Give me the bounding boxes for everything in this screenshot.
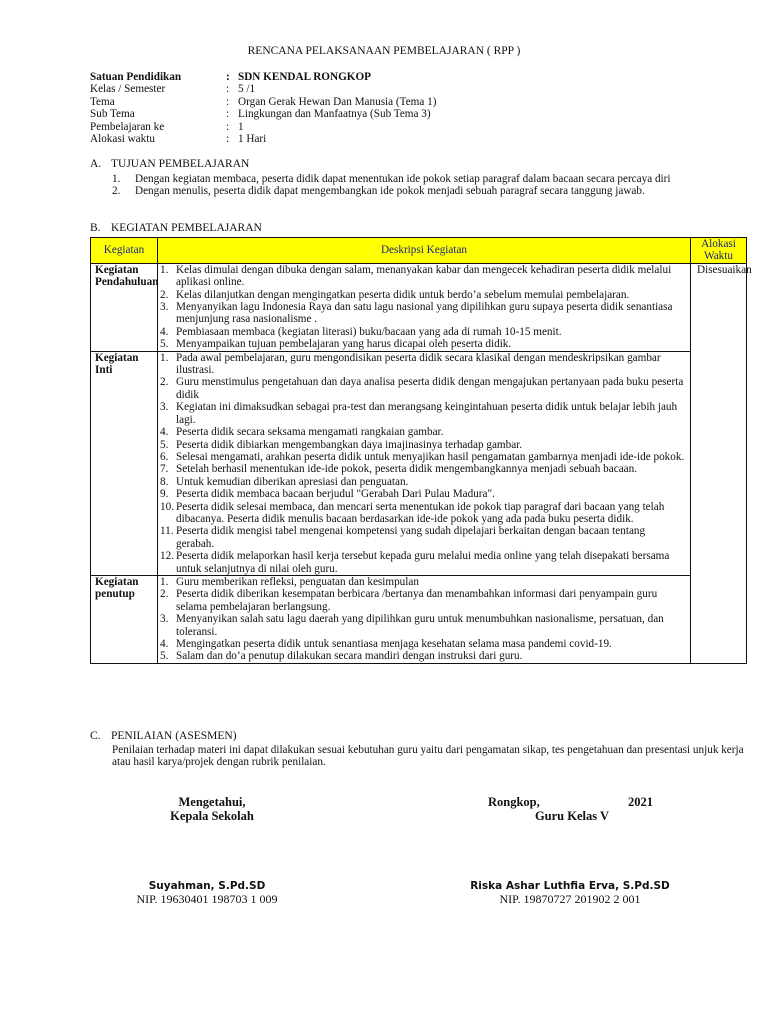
step-number: 1.	[160, 351, 169, 364]
step-number: 2.	[160, 376, 169, 389]
identity-row	[90, 71, 436, 83]
step-number: 9.	[160, 488, 169, 501]
alokasi-value: Disesuaikan	[691, 263, 747, 663]
step-number: 4.	[160, 638, 169, 650]
activity-description	[158, 575, 691, 663]
step-number: 5.	[160, 438, 169, 451]
identity-separator: :	[226, 83, 230, 96]
step-text: Menyanyikan lagu Indonesia Raya dan satu lagu nasional yang dipilihkan guru supaya peserta didik senantiasa menjunjung rasa nasionalisme .	[176, 301, 673, 326]
identity-label: Kelas / Semester	[90, 83, 166, 96]
section-c-heading	[90, 730, 237, 742]
identity-table	[90, 71, 436, 145]
step-text: Setelah berhasil menentukan ide-ide pokok, peserta didik mengembangkannya menjadi sebuah bacaan.	[176, 463, 638, 476]
right-signer-nip: NIP. 19870727 201902 2 001	[499, 892, 641, 906]
step-number: 2.	[160, 588, 169, 601]
step-text: Kegiatan ini dimaksudkan sebagai pra-test dan merangsang keingintahuan peserta didik untuk belajar lebih jauh lagi.	[176, 401, 678, 426]
step-text: Peserta didik mengisi tabel mengenai kompetensi yang sudah dipelajari berkaitan dengan bacaan tentang gerabah.	[176, 525, 646, 550]
identity-value: SDN KENDAL RONGKOP	[238, 71, 372, 83]
activity-step	[160, 264, 686, 289]
identity-separator: :	[226, 108, 230, 121]
step-text: Peserta didik selesai membaca, dan mencari serta menentukan ide pokok tiap paragraf dari bacaan yang telah dibacanya. Peserta didik menulis bacaan berdasarkan ide-ide pokok yang ada pada buku peserta didik.	[176, 500, 665, 525]
activity-label: Kegiatan Pendahuluan	[91, 263, 158, 351]
activity-step	[160, 650, 686, 662]
step-number: 1.	[160, 263, 169, 276]
step-number: 7.	[160, 463, 169, 476]
activity-description	[158, 263, 691, 351]
activity-step	[160, 426, 686, 438]
activity-step	[160, 488, 686, 500]
activities-header-row	[91, 238, 747, 264]
section-b-title: KEGIATAN PEMBELAJARAN	[111, 222, 262, 234]
identity-separator: :	[226, 71, 230, 83]
right-signature-place: Rongkop,	[488, 795, 540, 809]
activity-step	[160, 301, 686, 326]
step-text: Peserta didik secara seksama mengamati rangkaian gambar.	[176, 426, 444, 439]
step-number: 8.	[160, 475, 169, 488]
step-text: Menyanyikan salah satu lagu daerah yang dipilihkan guru untuk menumbuhkan nasionalisme, persatuan, dan toleransi.	[176, 613, 664, 638]
left-signature-line1: Mengetahui,	[178, 795, 246, 809]
step-number: 12.	[160, 550, 174, 563]
header-kegiatan: Kegiatan	[91, 238, 158, 264]
objective-number: 1.	[112, 173, 121, 185]
step-text: Guru menstimulus pengetahuan dan daya analisa peserta didik dengan mengajukan pertanyaan pada buku peserta didik	[176, 376, 684, 401]
section-c-number: C.	[90, 730, 101, 742]
identity-separator: :	[226, 120, 230, 133]
section-c-text: Penilaian terhadap materi ini dapat dilakukan sesuai kebutuhan guru yaitu dari pengamatan sikap, tes pengetahuan dan presentasi unjuk kerja atau hasil karya/projek dengan rubrik penilaian.	[112, 744, 744, 769]
identity-value: 1	[238, 120, 244, 133]
activity-step	[160, 476, 686, 488]
section-a-number: A.	[90, 158, 102, 170]
section-c-title: PENILAIAN (ASESMEN)	[111, 730, 237, 742]
step-number: 10.	[160, 500, 174, 513]
identity-value: 1 Hari	[238, 133, 267, 146]
step-number: 1.	[160, 575, 169, 588]
identity-row	[90, 121, 436, 133]
objective-item	[112, 185, 722, 197]
activity-label: Kegiatan Inti	[91, 351, 158, 575]
step-number: 11.	[160, 525, 174, 538]
objective-text: Dengan kegiatan membaca, peserta didik dapat menentukan ide pokok setiap paragraf dalam bacaan secara percaya diri	[135, 173, 671, 185]
step-text: Peserta didik diberikan kesempatan berbicara /bertanya dan menambahkan informasi dari penyampain guru selama pembelajaran berlangsung.	[176, 588, 658, 613]
step-text: Kelas dimulai dengan dibuka dengan salam, menanyakan kabar dan mengecek kehadiran peserta didik melalui aplikasi online.	[176, 263, 672, 289]
step-number: 5.	[160, 338, 169, 351]
header-alokasi: Alokasi Waktu	[691, 238, 747, 264]
identity-label: Tema	[90, 95, 115, 108]
step-number: 2.	[160, 288, 169, 301]
activity-step	[160, 338, 686, 350]
activity-step	[160, 588, 686, 613]
section-b-heading	[90, 222, 262, 234]
step-text: Menyampaikan tujuan pembelajaran yang harus dicapai oleh peserta didik.	[176, 338, 512, 351]
identity-value: Organ Gerak Hewan Dan Manusia (Tema 1)	[238, 95, 437, 108]
activity-row	[91, 575, 747, 663]
identity-value: 5 /1	[238, 83, 256, 96]
identity-label: Pembelajaran ke	[90, 120, 165, 133]
section-b-number: B.	[90, 222, 101, 234]
activity-step	[160, 451, 686, 463]
objective-text: Dengan menulis, peserta didik dapat mengembangkan ide pokok menjadi sebuah paragraf secara tanggung jawab.	[135, 185, 645, 198]
activity-step	[160, 352, 686, 377]
left-signer-name: Suyahman, S.Pd.SD	[148, 880, 266, 892]
identity-row	[90, 96, 436, 108]
activity-step	[160, 638, 686, 650]
right-signer-name: Riska Ashar Luthfia Erva, S.Pd.SD	[470, 880, 670, 892]
section-a-heading	[90, 158, 249, 170]
activity-step	[160, 550, 686, 575]
identity-label: Sub Tema	[90, 108, 135, 121]
identity-label: Satuan Pendidikan	[90, 71, 182, 83]
document-title: RENCANA PELAKSANAAN PEMBELAJARAN ( RPP )	[247, 45, 521, 57]
step-text: Guru memberikan refleksi, penguatan dan kesimpulan	[176, 575, 419, 588]
step-number: 3.	[160, 301, 169, 314]
step-text: Pembiasaan membaca (kegiatan literasi) buku/bacaan yang ada di rumah 10-15 menit.	[176, 325, 562, 338]
right-signature-year: 2021	[628, 795, 653, 809]
objective-number: 2.	[112, 185, 121, 198]
activity-label: Kegiatan penutup	[91, 575, 158, 663]
step-number: 5.	[160, 650, 169, 663]
step-number: 3.	[160, 613, 169, 626]
activity-step	[160, 439, 686, 451]
right-signature-line2: Guru Kelas V	[534, 809, 610, 823]
step-number: 3.	[160, 401, 169, 414]
activity-step	[160, 576, 686, 588]
identity-value: Lingkungan dan Manfaatnya (Sub Tema 3)	[238, 108, 431, 121]
activity-row	[91, 263, 747, 351]
activity-step	[160, 613, 686, 638]
step-text: Pada awal pembelajaran, guru mengondisikan peserta didik secara klasikal dengan mendeskripsikan gambar ilustrasi.	[176, 351, 661, 377]
identity-separator: :	[226, 133, 230, 146]
activity-step	[160, 289, 686, 301]
identity-row	[90, 133, 436, 145]
step-text: Peserta didik membaca bacaan berjudul "Gerabah Dari Pulau Madura".	[176, 488, 495, 501]
step-text: Mengingatkan peserta didik untuk senantiasa menjaga kesehatan selama masa pandemi covid-19.	[176, 638, 612, 650]
identity-row	[90, 108, 436, 120]
step-number: 4.	[160, 325, 169, 338]
identity-label: Alokasi waktu	[90, 133, 155, 146]
activity-step	[160, 376, 686, 401]
left-signer-nip: NIP. 19630401 198703 1 009	[136, 892, 278, 906]
step-text: Kelas dilanjutkan dengan mengingatkan peserta didik untuk berdo’a sebelum memulai pembelajaran.	[176, 288, 630, 301]
step-text: Peserta didik dibiarkan mengembangkan daya imajinasinya terhadap gambar.	[176, 438, 523, 451]
step-text: Untuk kemudian diberikan apresiasi dan penguatan.	[176, 475, 409, 488]
step-number: 4.	[160, 426, 169, 439]
header-deskripsi: Deskripsi Kegiatan	[158, 238, 691, 264]
objective-item	[112, 173, 722, 185]
section-a-list	[112, 173, 722, 198]
step-text: Peserta didik melaporkan hasil kerja tersebut kepada guru melalui media online yang telah disepakati bersama untuk selanjutnya di nilai oleh guru.	[176, 550, 670, 575]
activities-table	[90, 237, 752, 664]
identity-row	[90, 83, 436, 95]
activity-step	[160, 463, 686, 475]
identity-separator: :	[226, 95, 230, 108]
activity-step	[160, 501, 686, 526]
left-signature-line2: Kepala Sekolah	[170, 809, 254, 823]
activity-step	[160, 326, 686, 338]
activity-row	[91, 351, 747, 575]
activity-description	[158, 351, 691, 575]
step-text: Selesai mengamati, arahkan peserta didik untuk menyajikan hasil pengamatan gambarnya menjadi ide-ide pokok.	[176, 450, 685, 463]
section-a-title: TUJUAN PEMBELAJARAN	[111, 158, 250, 170]
activity-step	[160, 525, 686, 550]
activity-step	[160, 401, 686, 426]
step-text: Salam dan do’a penutup dilakukan secara mandiri dengan instruksi dari guru.	[176, 650, 523, 663]
step-number: 6.	[160, 450, 169, 463]
